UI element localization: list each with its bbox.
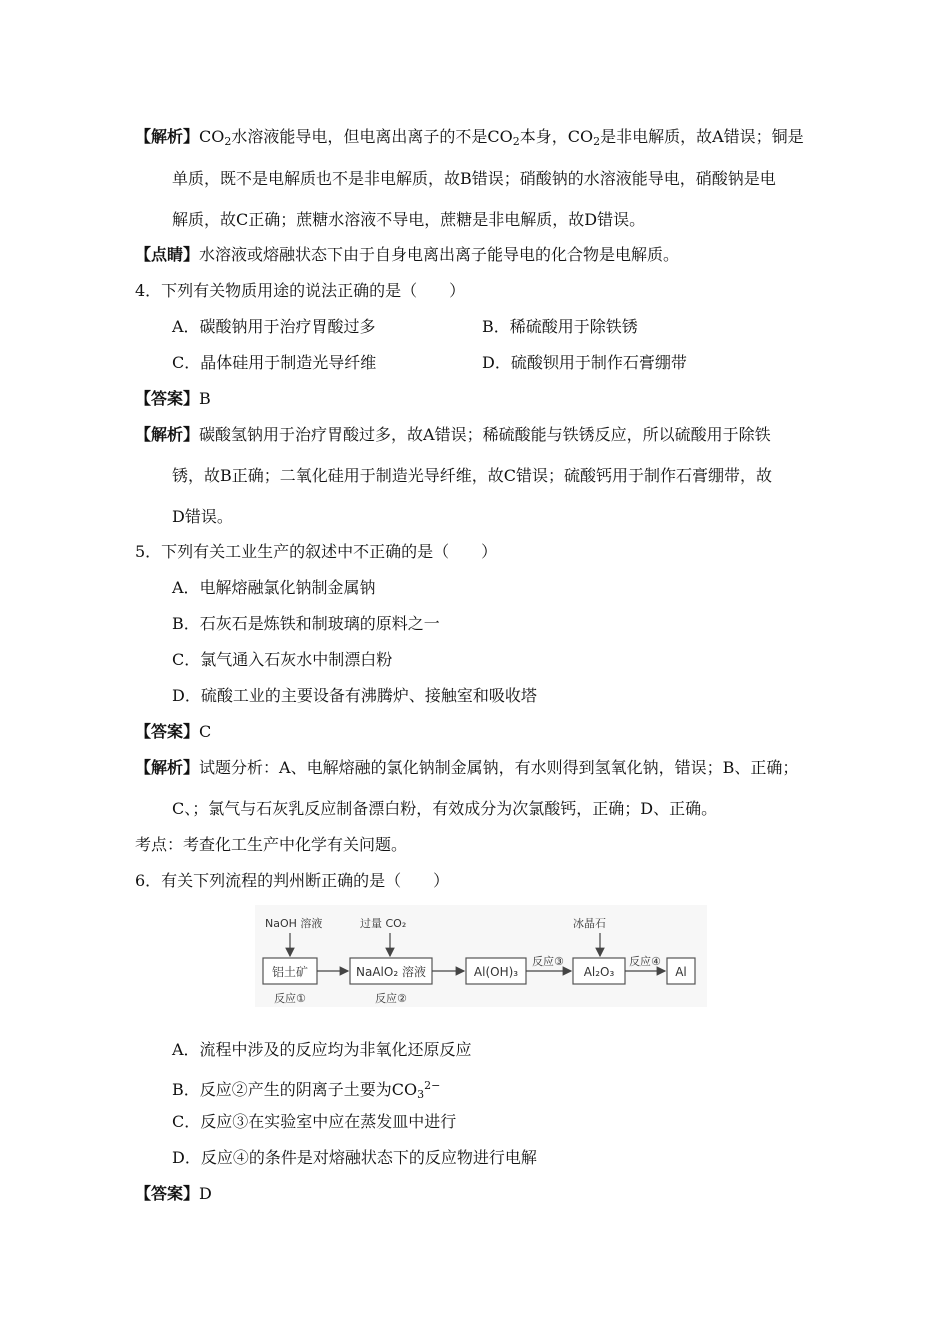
text-run: 6．有关下列流程的判州断正确的是（ ） xyxy=(135,871,450,890)
text-run: A．电解熔融氯化钠制金属钠 xyxy=(172,578,376,597)
diagram-label-reaction-2: 反应② xyxy=(375,992,407,1005)
question-4-answer xyxy=(135,389,211,409)
remark-line xyxy=(135,245,679,265)
analysis-line-3 xyxy=(172,210,645,230)
analysis-line-2 xyxy=(172,169,776,189)
section-label: 【解析】 xyxy=(135,127,200,146)
question-5-option-b xyxy=(172,614,440,634)
text-run: C．晶体硅用于制造光导纤维 xyxy=(172,353,377,372)
text-run: 单质，既不是电解质也不是非电解质，故B错误；硝酸钠的水溶液能导电，硝酸钠是电 xyxy=(172,169,776,188)
question-5-option-c xyxy=(172,650,392,670)
arrow-4-label: 反应④ xyxy=(629,955,661,968)
question-5-stem xyxy=(135,542,497,562)
subscript: 2 xyxy=(593,135,601,148)
question-6-option-b xyxy=(172,1076,440,1105)
text-run: C、；氯气与石灰乳反应制备漂白粉，有效成分为次氯酸钙，正确；D、正确。 xyxy=(172,799,718,818)
question-6-stem xyxy=(135,871,449,891)
box-al2o3-label: Al₂O₃ xyxy=(583,965,615,979)
diagram-label-cryolite: 冰晶石 xyxy=(573,917,606,930)
arrow-3-label: 反应③ xyxy=(532,955,564,968)
text-run: D错误。 xyxy=(172,507,233,526)
question-5-answer xyxy=(135,722,211,742)
text-run: 5．下列有关工业生产的叙述中不正确的是（ ） xyxy=(135,542,498,561)
text-run: 试题分析：A、电解熔融的氯化钠制金属钠，有水则得到氢氧化钠，错误；B、正确； xyxy=(199,758,799,777)
superscript: 2− xyxy=(424,1079,441,1092)
box-al-label: Al xyxy=(675,965,687,979)
question-5-option-d xyxy=(172,686,537,706)
analysis-line-1 xyxy=(135,127,804,152)
question-6-option-d xyxy=(172,1148,537,1168)
diagram-label-co2: 过量 CO₂ xyxy=(360,917,407,930)
section-label: 【答案】 xyxy=(135,389,200,408)
question-4-analysis-1 xyxy=(135,425,771,445)
text-run: 本身，CO xyxy=(519,127,594,146)
box-bauxite-label: 铝土矿 xyxy=(271,965,309,979)
question-6-answer xyxy=(135,1184,212,1204)
section-label: 【点睛】 xyxy=(135,245,200,264)
section-label: 【答案】 xyxy=(135,722,200,741)
text-run: 水溶液能导电，但电离出离子的不是CO xyxy=(231,127,513,146)
question-5-analysis-1 xyxy=(135,758,798,778)
text-run: B．稀硫酸用于除铁锈 xyxy=(482,317,638,336)
text-run: C．氯气通入石灰水中制漂白粉 xyxy=(172,650,393,669)
question-5-option-a xyxy=(172,578,376,598)
text-run: 碳酸氢钠用于治疗胃酸过多，故A错误；稀硫酸能与铁锈反应，所以硫酸用于除铁 xyxy=(199,425,771,444)
text-run: A．流程中涉及的反应均为非氧化还原反应 xyxy=(172,1040,472,1059)
text-run: C．反应③在实验室中应在蒸发皿中进行 xyxy=(172,1112,457,1131)
question-5-analysis-2 xyxy=(172,799,717,819)
question-4-option-a xyxy=(172,317,376,337)
question-4-stem xyxy=(135,281,465,301)
text-run: C xyxy=(199,722,212,741)
text-run: 4．下列有关物质用途的说法正确的是（ ） xyxy=(135,281,466,300)
text-run: 考点：考查化工生产中化学有关问题。 xyxy=(135,835,408,854)
question-4-option-d xyxy=(482,353,687,373)
question-5-keypoint xyxy=(135,835,407,855)
question-4-analysis-2 xyxy=(172,466,772,486)
box-naalo2-label: NaAlO₂ 溶液 xyxy=(356,965,426,979)
text-run: 是非电解质，故A错误；铜是 xyxy=(600,127,804,146)
text-run: B．反应②产生的阴离子土要为CO xyxy=(172,1080,418,1099)
subscript: 2 xyxy=(224,135,232,148)
text-run: D．反应④的条件是对熔融状态下的反应物进行电解 xyxy=(172,1148,537,1167)
text-run: D xyxy=(199,1184,212,1203)
box-aloh3-label: Al(OH)₃ xyxy=(473,965,519,979)
text-run: CO xyxy=(199,127,225,146)
section-label: 【解析】 xyxy=(135,758,200,777)
subscript: 2 xyxy=(512,135,520,148)
text-run: B．石灰石是炼铁和制玻璃的原料之一 xyxy=(172,614,440,633)
section-label: 【解析】 xyxy=(135,425,200,444)
question-4-option-b xyxy=(482,317,638,337)
diagram-label-naoh: NaOH 溶液 xyxy=(265,917,323,930)
flow-diagram xyxy=(255,905,707,1007)
text-run: D．硫酸钡用于制作石膏绷带 xyxy=(482,353,687,372)
diagram-label-reaction-1: 反应① xyxy=(274,992,306,1005)
question-6-option-a xyxy=(172,1040,472,1060)
text-run: D．硫酸工业的主要设备有沸腾炉、接触室和吸收塔 xyxy=(172,686,537,705)
text-run: B xyxy=(199,389,211,408)
question-4-analysis-3 xyxy=(172,507,233,527)
subscript: 3 xyxy=(417,1088,425,1101)
question-4-option-c xyxy=(172,353,376,373)
text-run: 解质，故C正确；蔗糖水溶液不导电，蔗糖是非电解质，故D错误。 xyxy=(172,210,646,229)
text-run: A．碳酸钠用于治疗胃酸过多 xyxy=(172,317,376,336)
question-6-option-c xyxy=(172,1112,456,1132)
text-run: 锈，故B正确；二氧化硅用于制造光导纤维，故C错误；硫酸钙用于制作石膏绷带，故 xyxy=(172,466,773,485)
section-label: 【答案】 xyxy=(135,1184,200,1203)
text-run: 水溶液或熔融状态下由于自身电离出离子能导电的化合物是电解质。 xyxy=(199,245,680,264)
flow-diagram-svg xyxy=(255,905,707,1007)
